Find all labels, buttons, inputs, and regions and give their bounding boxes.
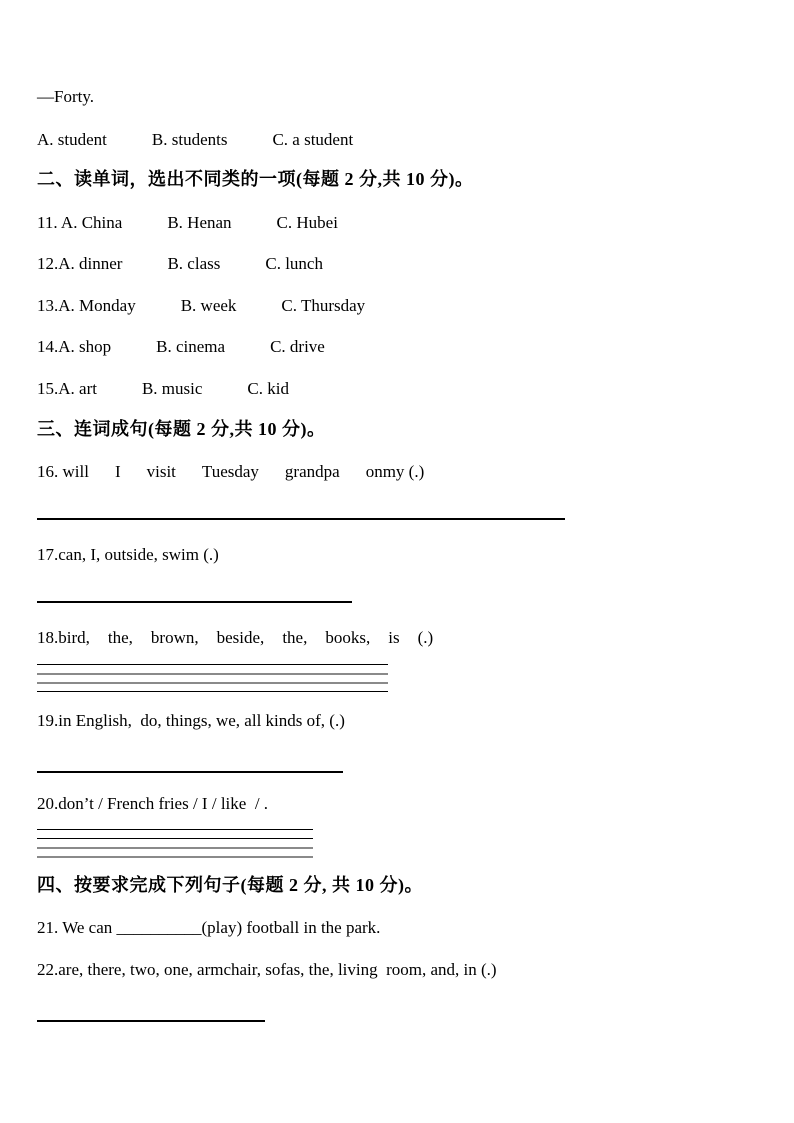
word: Tuesday	[201, 462, 259, 481]
word: the,	[282, 628, 308, 647]
rule-line	[37, 682, 388, 684]
answer-blank-22	[37, 1020, 265, 1022]
option-c: C. a student	[272, 130, 354, 149]
rule-line	[37, 691, 388, 692]
rule-line	[37, 673, 388, 675]
answer-lines-20	[37, 829, 313, 858]
question-18	[37, 627, 433, 649]
option-c: C. Thursday	[281, 296, 366, 315]
question-15	[37, 378, 289, 400]
question-11	[37, 212, 338, 234]
question-22: 22.are, there, two, one, armchair, sofas, the, living room, and, in (.)	[37, 960, 497, 979]
option-b: B. cinema	[156, 337, 226, 356]
option-a: 15.A. art	[37, 379, 97, 398]
option-b: B. week	[180, 296, 237, 315]
word: visit	[146, 462, 176, 481]
option-c: C. Hubei	[276, 213, 338, 232]
rule-line	[37, 838, 313, 839]
question-12	[37, 253, 323, 275]
option-a: 12.A. dinner	[37, 254, 123, 273]
answer-lines-18	[37, 664, 388, 692]
option-b: B. music	[141, 379, 203, 398]
rule-line	[37, 664, 388, 665]
word: 18.bird,	[37, 628, 90, 647]
word: (.)	[417, 628, 434, 647]
question-10-options	[37, 129, 353, 151]
option-c: C. kid	[247, 379, 289, 398]
answer-blank-16	[37, 518, 565, 520]
answer-blank-17	[37, 601, 352, 603]
rule-line	[37, 829, 313, 830]
question-14	[37, 336, 325, 358]
question-17: 17.can, I, outside, swim (.)	[37, 545, 219, 564]
word: beside,	[216, 628, 265, 647]
word: is	[388, 628, 400, 647]
word: onmy (.)	[365, 462, 425, 481]
option-c: C. drive	[270, 337, 325, 356]
word: the,	[107, 628, 133, 647]
word: I	[114, 462, 121, 481]
word: brown,	[150, 628, 199, 647]
option-c: C. lunch	[265, 254, 323, 273]
option-a: 11. A. China	[37, 213, 123, 232]
option-a: 14.A. shop	[37, 337, 112, 356]
answer-blank-19	[37, 771, 343, 773]
rule-line	[37, 856, 313, 858]
option-a: A. student	[37, 130, 107, 149]
word: grandpa	[284, 462, 340, 481]
option-b: B. class	[167, 254, 221, 273]
section-4-heading: 四、按要求完成下列句子(每题 2 分, 共 10 分)。	[37, 875, 423, 895]
option-b: B. students	[151, 130, 228, 149]
option-a: 13.A. Monday	[37, 296, 136, 315]
option-b: B. Henan	[167, 213, 232, 232]
section-2-heading: 二、读单词，选出不同类的一项(每题 2 分,共 10 分)。	[37, 169, 474, 189]
question-21: 21. We can __________(play) football in the park.	[37, 918, 381, 937]
question-16	[37, 461, 424, 483]
word: 16. will	[37, 462, 89, 481]
word: books,	[325, 628, 371, 647]
section-3-heading: 三、连词成句(每题 2 分,共 10 分)。	[37, 419, 326, 439]
question-20: 20.don’t / French fries / I / like / .	[37, 794, 269, 813]
question-13	[37, 295, 365, 317]
dialog-answer-forty: —Forty.	[37, 87, 94, 106]
rule-line	[37, 847, 313, 849]
question-19: 19.in English, do, things, we, all kinds of, (.)	[37, 711, 345, 730]
